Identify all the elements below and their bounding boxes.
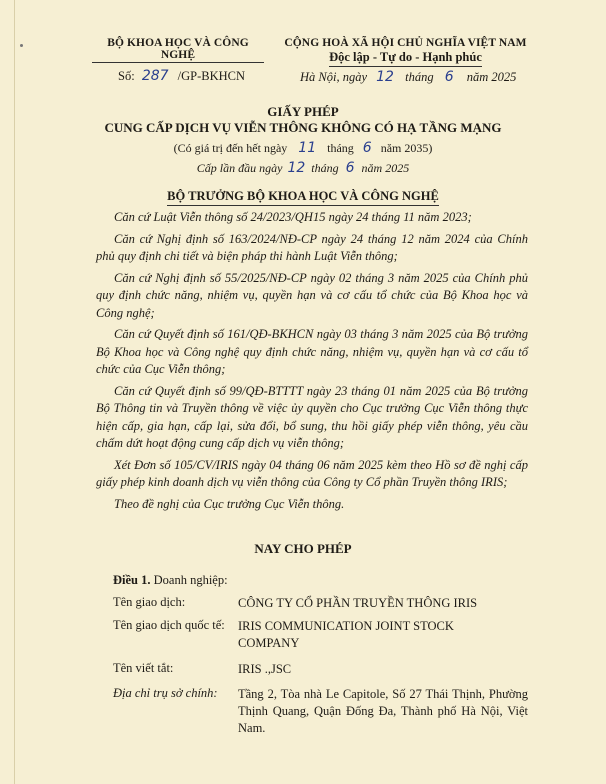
preamble-clause: Căn cứ Nghị định số 55/2025/NĐ-CP ngày 02 tháng 3 năm 2025 của Chính phủ quy định chức năng, nhiệm vụ, quyền hạn và cơ cấu tổ chức của Bộ Khoa học và Công nghệ; — [96, 270, 528, 320]
first-issue-prefix: Cấp lần đầu ngày — [196, 161, 283, 175]
validity-line — [0, 140, 606, 156]
validity-month: 6 — [362, 140, 372, 156]
preamble — [96, 209, 528, 517]
preamble-clause: Theo đề nghị của Cục trưởng Cục Viễn thông. — [114, 496, 345, 511]
state-header — [278, 37, 533, 67]
date-month: 6 — [444, 69, 454, 85]
article-label: Điều 1. — [113, 573, 151, 587]
validity-prefix: (Có giá trị đến hết ngày — [173, 141, 288, 155]
first-issue-day: 12 — [287, 160, 306, 176]
short-name-label: Tên viết tắt: — [113, 661, 174, 675]
preamble-clause: Căn cứ Quyết định số 99/QĐ-BTTTT ngày 23 tháng 01 năm 2025 của Bộ trưởng Bộ Thông tin và Truyền thông về việc ủy quyền cho Cục trưởng Cục Viễn thông thực hiện cấp, gia hạn, cấp lại, sửa đổi, bổ sung, thu hồi giấy phép viễn thông, yêu cầu chấm dứt hoạt động cung cấp dịch vụ viễn thông; — [96, 383, 528, 450]
date-year: năm 2025 — [466, 70, 517, 84]
first-issue-suffix: năm 2025 — [361, 161, 410, 175]
issue-date — [300, 69, 516, 85]
number-prefix: Số: — [118, 69, 135, 83]
preamble-clause: Căn cứ Quyết định số 161/QĐ-BKHCN ngày 03 tháng 3 năm 2025 của Bộ trưởng Bộ Khoa học và Công nghệ quy định chức năng, nhiệm vụ, quyền hạn và cơ cấu tổ chức của Cục Viễn thông; — [96, 327, 528, 376]
article-1 — [113, 573, 228, 588]
first-issue-line — [0, 160, 606, 176]
address-value: Tầng 2, Tòa nhà Le Capitole, Số 27 Thái Thịnh, Phường Thịnh Quang, Quận Đống Đa, Thành phố Hà Nội, Việt Nam. — [238, 687, 528, 735]
issuing-authority — [0, 189, 606, 206]
ministry-name: BỘ KHOA HỌC VÀ CÔNG NGHỆ — [92, 37, 264, 63]
validity-suffix: năm 2035) — [380, 141, 433, 155]
republic-name: CỘNG HOÀ XÃ HỘI CHỦ NGHĨA VIỆT NAM — [284, 37, 527, 49]
number-suffix: /GP-BKHCN — [177, 69, 246, 83]
article-text: Doanh nghiệp: — [153, 573, 228, 587]
date-day: 12 — [376, 69, 394, 85]
trade-name-value: CÔNG TY CỔ PHẦN TRUYỀN THÔNG IRIS — [238, 596, 478, 610]
preamble-clause: Căn cứ Luật Viễn thông số 24/2023/QH15 ngày 24 tháng 11 năm 2023; — [114, 210, 472, 224]
date-month-label: tháng — [405, 70, 434, 84]
trade-name-label: Tên giao dịch: — [113, 595, 186, 609]
permit-heading: NAY CHO PHÉP — [254, 541, 352, 556]
number-handwritten: 287 — [141, 68, 169, 84]
first-issue-month-label: tháng — [311, 161, 339, 175]
date-place: Hà Nội, ngày — [300, 70, 368, 84]
preamble-clause: Căn cứ Nghị định số 163/2024/NĐ-CP ngày 24 tháng 12 năm 2024 của Chính phủ quy định chi tiết và biện pháp thi hành Luật Viễn thông; — [96, 231, 528, 263]
document-title: GIẤY PHÉP — [267, 104, 339, 119]
scan-speck — [20, 44, 23, 47]
issuer-header — [92, 37, 264, 63]
intl-name-value: IRIS COMMUNICATION JOINT STOCK COMPANY — [238, 619, 454, 650]
validity-day: 11 — [298, 140, 317, 156]
first-issue-month: 6 — [345, 160, 355, 176]
intl-name-label: Tên giao dịch quốc tế: — [113, 618, 225, 632]
validity-month-label: tháng — [327, 141, 354, 155]
document-number — [118, 68, 245, 84]
authority-title: BỘ TRƯỞNG BỘ KHOA HỌC VÀ CÔNG NGHỆ — [167, 189, 439, 206]
address-label: Địa chỉ trụ sở chính: — [113, 686, 218, 700]
short-name-value: IRIS .,JSC — [238, 662, 292, 676]
document-subtitle: CUNG CẤP DỊCH VỤ VIỄN THÔNG KHÔNG CÓ HẠ TẦNG MẠNG — [104, 120, 502, 135]
national-motto: Độc lập - Tự do - Hạnh phúc — [329, 50, 482, 67]
preamble-clause: Xét Đơn số 105/CV/IRIS ngày 04 tháng 06 năm 2025 kèm theo Hồ sơ đề nghị cấp giấy phép kinh doanh dịch vụ viễn thông của Công ty Cổ phần Truyền thông IRIS; — [96, 457, 528, 489]
